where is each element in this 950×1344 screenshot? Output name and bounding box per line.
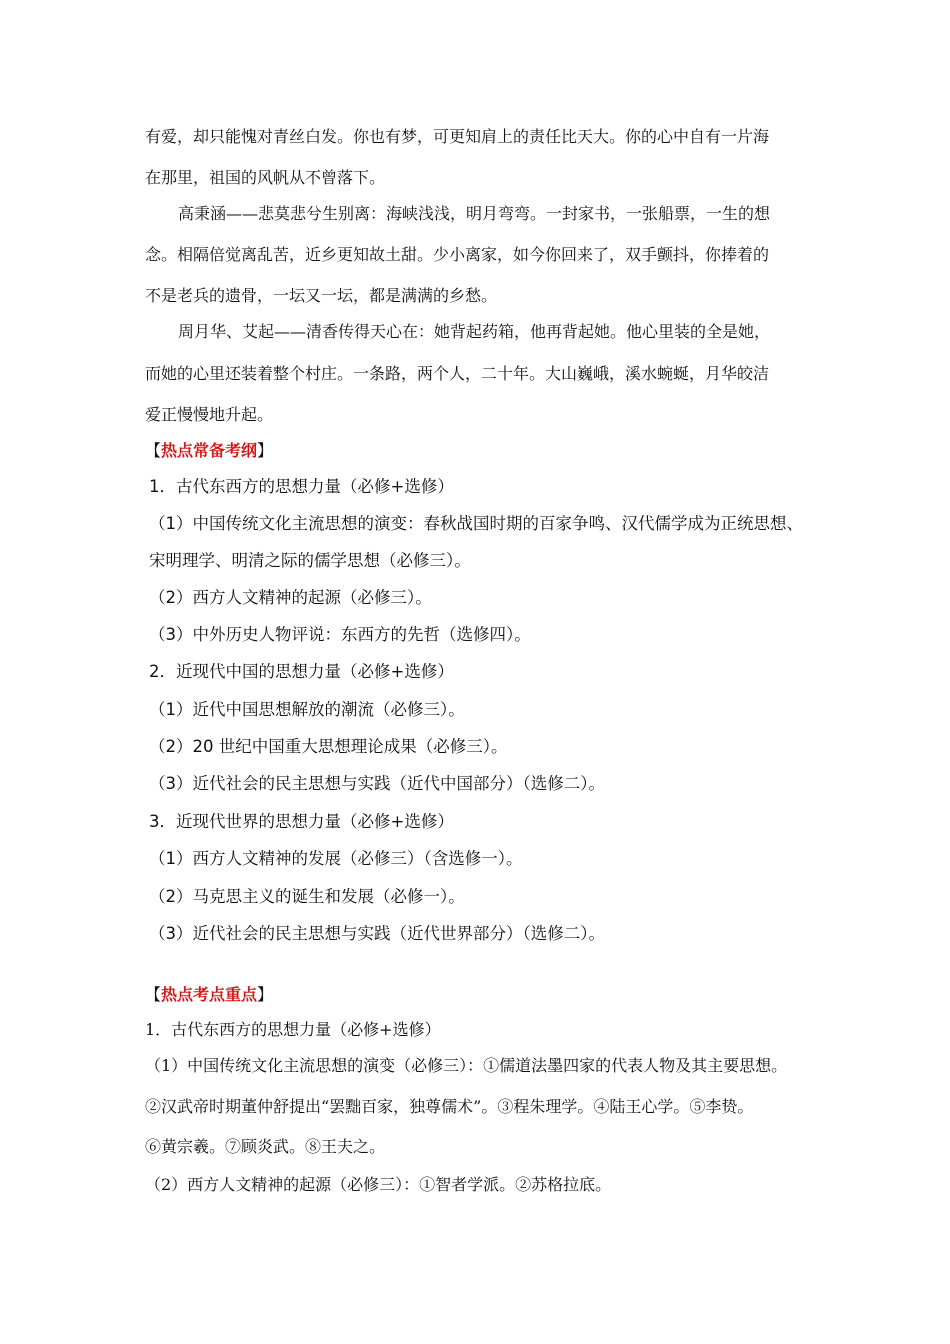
intro-p3-line1: 周月华、艾起——清香传得天心在：她背起药箱，他再背起她。他心里装的全是她， — [178, 322, 771, 341]
key-point-item: 1．古代东西方的思想力量（必修+选修） — [145, 1020, 441, 1039]
syllabus-item: （3）近代社会的民主思想与实践（近代中国部分）（选修二）。 — [149, 774, 605, 793]
syllabus-item: 宋明理学、明清之际的儒学思想（必修三）。 — [149, 551, 471, 570]
syllabus-item: （3）近代社会的民主思想与实践（近代世界部分）（选修二）。 — [149, 924, 605, 943]
syllabus-item: （1）近代中国思想解放的潮流（必修三）。 — [149, 700, 465, 719]
syllabus-item: （2）20 世纪中国重大思想理论成果（必修三）。 — [149, 737, 508, 756]
intro-p1-line1: 有爱，却只能愧对青丝白发。你也有梦，可更知肩上的责任比天大。你的心中自有一片海 — [145, 127, 770, 146]
heading-open-bracket: 【 — [145, 441, 162, 460]
syllabus-item: （1）中国传统文化主流思想的演变：春秋战国时期的百家争鸣、汉代儒学成为正统思想、 — [149, 514, 803, 533]
section1-heading-text: 热点常备考纲 — [161, 441, 258, 460]
section1-heading — [145, 441, 273, 461]
intro-p1-line2: 在那里，祖国的风帆从不曾落下。 — [145, 168, 386, 187]
key-point-item: （1）中国传统文化主流思想的演变（必修三）：①儒道法墨四家的代表人物及其主要思想。 — [145, 1056, 788, 1075]
heading-open-bracket: 【 — [145, 985, 162, 1004]
section2-heading — [145, 985, 273, 1005]
section2-heading-text: 热点考点重点 — [161, 985, 258, 1004]
intro-p2-line2: 念。相隔倍觉离乱苦，近乡更知故土甜。少小离家，如今你回来了，双手颤抖，你捧着的 — [145, 245, 770, 264]
key-point-item: （2）西方人文精神的起源（必修三）：①智者学派。②苏格拉底。 — [145, 1175, 612, 1194]
intro-p2-line1: 高秉涵——悲莫悲兮生别离：海峡浅浅，明月弯弯。一封家书，一张船票，一生的想 — [178, 204, 771, 223]
intro-p3-line2: 而她的心里还装着整个村庄。一条路，两个人，二十年。大山巍峨，溪水蜿蜒，月华皎洁 — [145, 364, 770, 383]
syllabus-item: （3）中外历史人物评说：东西方的先哲（选修四）。 — [149, 625, 531, 644]
syllabus-item: 1．古代东西方的思想力量（必修+选修） — [149, 477, 454, 496]
intro-p2-line3: 不是老兵的遗骨，一坛又一坛，都是满满的乡愁。 — [145, 286, 498, 305]
syllabus-item: （2）西方人文精神的起源（必修三）。 — [149, 588, 432, 607]
heading-close-bracket: 】 — [257, 985, 274, 1004]
syllabus-item: （1）西方人文精神的发展（必修三）（含选修一）。 — [149, 849, 523, 868]
syllabus-item: 2．近现代中国的思想力量（必修+选修） — [149, 662, 454, 681]
key-point-item: ②汉武帝时期董仲舒提出“罢黜百家，独尊儒术”。③程朱理学。④陆王心学。⑤李贽。 — [145, 1097, 754, 1116]
heading-close-bracket: 】 — [257, 441, 274, 460]
intro-p3-line3: 爱正慢慢地升起。 — [145, 405, 274, 424]
key-point-item: ⑥黄宗羲。⑦顾炎武。⑧王夫之。 — [145, 1137, 386, 1156]
syllabus-item: 3．近现代世界的思想力量（必修+选修） — [149, 812, 454, 831]
syllabus-item: （2）马克思主义的诞生和发展（必修一）。 — [149, 887, 465, 906]
